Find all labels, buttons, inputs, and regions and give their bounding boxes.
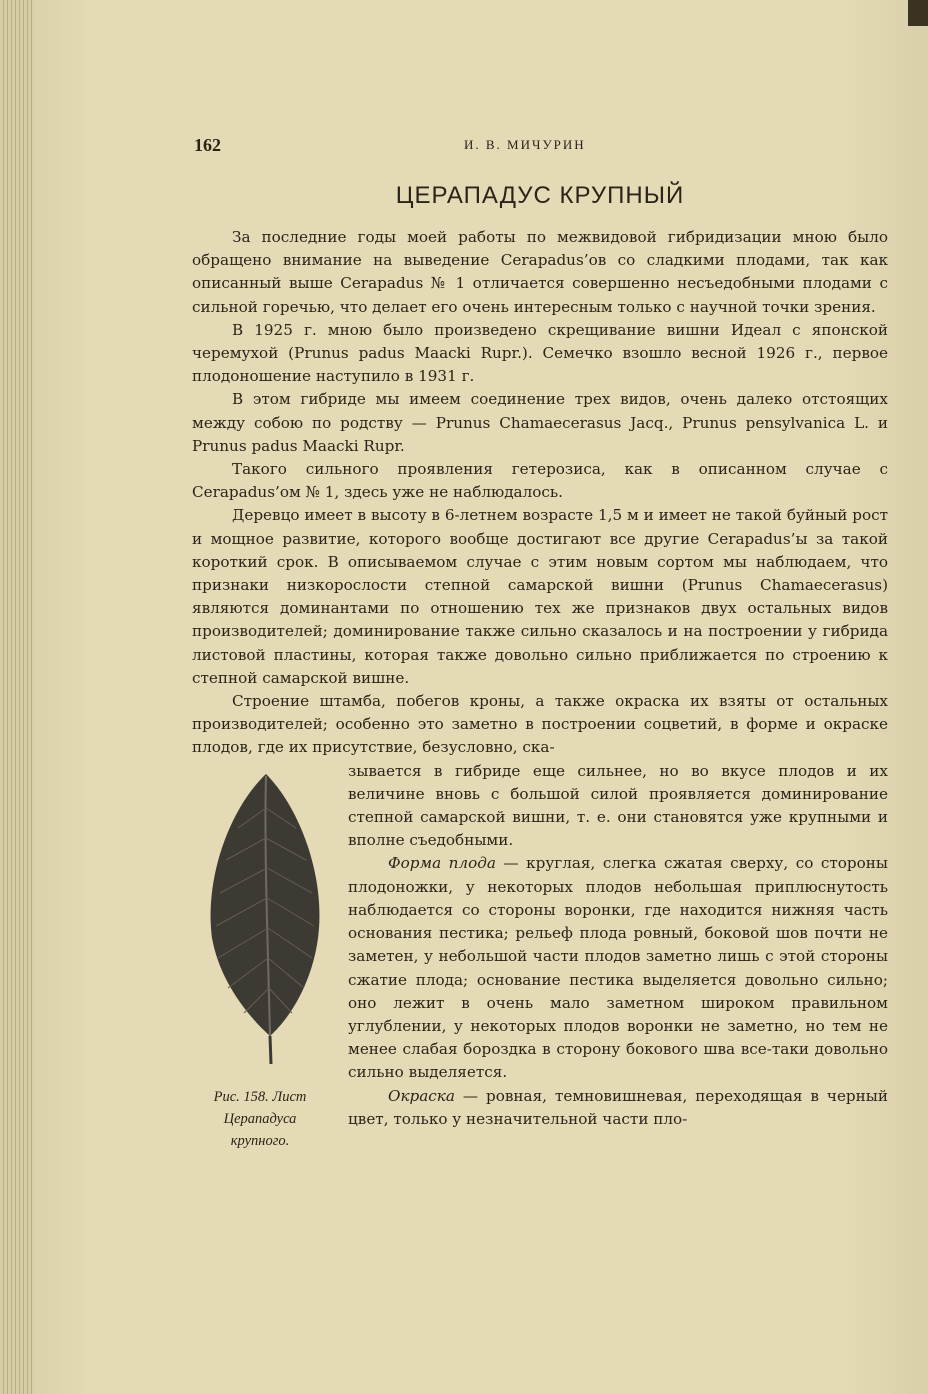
paragraph-3: В этом гибриде мы имеем соединение трех видов, очень далеко отстоящих между собою по родству — Prunus Chamaecerasus Jacq., Prunus pensylvanica L. и Prunus padus Maacki Rupr. (192, 390, 888, 455)
caption-line-1: Рис. 158. Лист (213, 1088, 307, 1105)
caption-line-3: крупного. (230, 1132, 290, 1149)
leaf-illustration (200, 768, 328, 1068)
paragraph-6-continued: зывается в гибриде еще сильнее, но во вкусе плодов и их величине вновь с большой силой проявляется доминирование степной самарской вишни, т. е. они становятся уже крупными и вполне съедобными. (348, 761, 888, 850)
paragraph-2: В 1925 г. мною было произведено скрещивание вишни Идеал с японской черемухой (Prunus padus Maacki Rupr.). Семечко взошло весной 1926 г., первое плодоношение наступило в 1931 г. (192, 320, 888, 386)
fruit-color-text: — ровная, темновишневая, переходящая в черный цвет, только у незначительной части пло- (348, 1086, 888, 1128)
page-number: 162 (194, 135, 221, 155)
figure-caption (190, 1086, 330, 1152)
article-title: ЦЕРАПАДУС КРУПНЫЙ (395, 182, 685, 209)
caption-line-2: Церападуса (223, 1110, 297, 1127)
paragraph-5: Деревцо имеет в высоту в 6-летнем возрасте 1,5 м и имеет не такой буйный рост и мощное развитие, которого вообще достигают все другие Cerapadus’ы за такой короткий срок. В описываемом случае с этим новым сортом мы наблюдаем, что признаки низкорослости степной самарской вишни (Prunus Chamaecerasus) являются доминантами по отношению тех же признаков двух остальных видов производителей; доминирование также сильно сказалось и на построении у гибрида листовой пластины, которая также довольно сильно приближается по строению к степной самарской вишне. (192, 506, 888, 687)
running-author: И. В. МИЧУРИН (464, 137, 586, 152)
paragraph-1: За последние годы моей работы по межвидовой гибридизации мною было обращено внимание на выведение Cerapadus’ов со сладкими плодами, так как описанный выше Cerapadus № 1 отличается совершенно несъедобными плодами с сильной горечью, что делает его очень интересным только с научной точки зрения. (192, 228, 888, 316)
fruit-shape-text: — круглая, слегка сжатая сверху, со стороны плодоножки, у некоторых плодов небольшая приплюснутость наблюдается со стороны воронки, где находится нижняя часть основания пестика; рельеф плода ровный, боковой шов почти не заметен, у небольшой части плодов заметно лишь с этой стороны сжатие плода; основание пестика выделяется довольно сильно; оно лежит в очень мало заметном широком правильном углублении, у некоторых плодов воронки не заметно, но тем не менее слабая бороздка в сторону бокового шва все-таки довольно сильно выделяется. (348, 854, 888, 1082)
figure-158 (192, 768, 342, 1149)
fruit-color-label: Окраска (388, 1086, 455, 1105)
scan-corner (908, 0, 928, 26)
running-header (194, 135, 884, 159)
page-stack-edges (0, 0, 34, 1394)
fruit-shape-label: Форма плода (388, 854, 496, 873)
paragraph-4: Такого сильного проявления гетерозиса, как в описанном случае с Cerapadus’ом № 1, здесь уже не наблюдалось. (192, 460, 888, 502)
paragraph-6: Строение штамба, побегов кроны, а также окраска их взяты от остальных производителей; особенно это заметно в построении соцветий, в форме и окраске плодов, где их присутствие, безусловно, ска- (192, 692, 888, 757)
body-text (192, 226, 888, 1149)
